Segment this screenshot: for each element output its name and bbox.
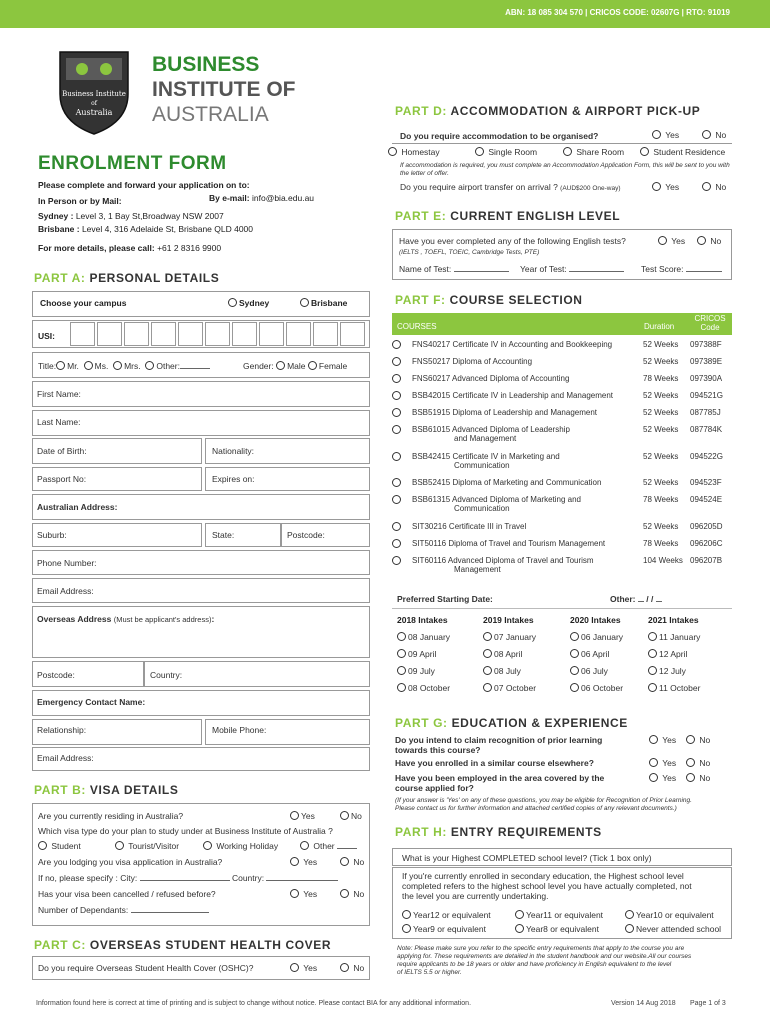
visa-q6: Number of Dependants: bbox=[38, 905, 209, 915]
intake-year: 2020 Intakes bbox=[570, 615, 621, 625]
campus-sydney[interactable]: Sydney bbox=[228, 298, 269, 308]
oshc-question: Do you require Overseas Student Health Cover (OSHC)? bbox=[38, 963, 254, 973]
course-code: 097389E bbox=[690, 357, 723, 366]
radio-icon[interactable] bbox=[115, 841, 124, 850]
radio-icon[interactable] bbox=[392, 539, 401, 548]
opt-never[interactable]: Never attended school bbox=[625, 924, 721, 934]
radio-icon[interactable] bbox=[388, 147, 397, 156]
entry-note: Note: Please make sure you refer to the specific entry requirements that apply to the course you are applying for. These requirements are detailed in the student handbook and our website.All our courses require applicants to be 18 years or older and have proficiency in English equivalent to the level of IELTS 5.5 or higher. bbox=[397, 945, 692, 976]
intake-option[interactable]: 08 July bbox=[483, 666, 521, 676]
part-b-heading: PART B: VISA DETAILS bbox=[34, 783, 179, 797]
start-date-other[interactable]: Other: / / bbox=[610, 594, 662, 604]
accommodation-question: Do you require accommodation to be organised? bbox=[400, 131, 599, 141]
footer-version: Version 14 Aug 2018 bbox=[611, 1000, 676, 1007]
radio-icon[interactable] bbox=[649, 773, 658, 782]
intake-option[interactable]: 06 April bbox=[570, 649, 609, 659]
course-code: 097390A bbox=[690, 374, 723, 383]
visa-q1-yes[interactable]: Yes bbox=[290, 811, 315, 821]
radio-icon[interactable] bbox=[300, 841, 309, 850]
brisbane-address: Brisbane : Level 4, 316 Adelaide St, Brisbane QLD 4000 bbox=[38, 224, 254, 234]
course-code: 087785J bbox=[690, 408, 721, 417]
radio-icon[interactable] bbox=[340, 889, 349, 898]
divider bbox=[392, 143, 732, 144]
radio-icon[interactable] bbox=[640, 147, 649, 156]
overseas-address-label: Overseas Address (Must be applicant's address): bbox=[37, 614, 215, 624]
intake-year: 2018 Intakes bbox=[397, 615, 448, 625]
contact-phone: For more details, please call: +61 2 8316 9900 bbox=[38, 243, 222, 253]
course-name: BSB61015 Advanced Diploma of Leadership and Management bbox=[412, 425, 570, 443]
radio-icon[interactable] bbox=[658, 236, 667, 245]
crest-line2: of bbox=[91, 100, 97, 107]
campus-brisbane[interactable]: Brisbane bbox=[300, 298, 347, 308]
first-name-label: First Name: bbox=[37, 389, 81, 399]
radio-icon[interactable] bbox=[649, 758, 658, 767]
course-code: 096205D bbox=[690, 522, 723, 531]
part-c-heading: PART C: OVERSEAS STUDENT HEALTH COVER bbox=[34, 938, 332, 952]
visa-q5-yes[interactable]: Yes bbox=[290, 889, 317, 899]
opt-homestay[interactable]: Homestay bbox=[388, 147, 440, 157]
radio-icon[interactable] bbox=[475, 147, 484, 156]
oshc-no[interactable]: No bbox=[340, 963, 364, 973]
usi-cell[interactable] bbox=[340, 322, 365, 346]
course-name: FNS60217 Advanced Diploma of Accounting bbox=[412, 374, 570, 383]
radio-icon[interactable] bbox=[648, 632, 657, 641]
intake-option[interactable]: 12 April bbox=[648, 649, 687, 659]
visa-q5-no[interactable]: No bbox=[340, 889, 364, 899]
course-name: BSB42415 Certificate IV in Marketing and Communication bbox=[412, 452, 560, 470]
phone-label: Phone Number: bbox=[37, 558, 97, 568]
emergency-label: Emergency Contact Name: bbox=[37, 697, 146, 707]
relationship-label: Relationship: bbox=[37, 725, 87, 735]
radio-icon[interactable] bbox=[625, 924, 634, 933]
opt-year9[interactable]: Year9 or equivalent bbox=[402, 924, 486, 934]
radio-icon[interactable] bbox=[38, 841, 47, 850]
radio-icon[interactable] bbox=[392, 374, 401, 383]
course-duration: 78 Weeks bbox=[643, 539, 679, 548]
course-row[interactable] bbox=[392, 425, 732, 445]
course-code: 097388F bbox=[690, 340, 722, 349]
visa-q3-yes[interactable]: Yes bbox=[290, 857, 317, 867]
radio-icon[interactable] bbox=[397, 632, 406, 641]
opt-year8[interactable]: Year8 or equivalent bbox=[515, 924, 599, 934]
employment-question: Have you been employed in the area covered by the course applied for? bbox=[395, 773, 605, 793]
start-date-label: Preferred Starting Date: bbox=[397, 594, 493, 604]
course-duration: 104 Weeks bbox=[643, 556, 683, 565]
radio-icon[interactable] bbox=[290, 889, 299, 898]
intake-option[interactable]: 06 July bbox=[570, 666, 608, 676]
accommodation-note: If accommodation is required, you must complete an Accommodation Application Form, this will be sent to you with the letter of offer. bbox=[400, 162, 730, 177]
page-title: ENROLMENT FORM bbox=[38, 153, 227, 174]
radio-icon[interactable] bbox=[625, 910, 634, 919]
course-row[interactable] bbox=[392, 495, 732, 515]
school-level-explainer: If you're currently enrolled in secondary education, the Highest school level completed refers to the highest school level you have actually completed, not the level you are currently undertaking. bbox=[402, 871, 692, 901]
similar-yes[interactable]: Yes bbox=[649, 758, 676, 768]
course-duration: 52 Weeks bbox=[643, 452, 679, 461]
radio-icon[interactable] bbox=[228, 298, 237, 307]
course-table-header bbox=[392, 313, 732, 335]
radio-icon[interactable] bbox=[397, 666, 406, 675]
radio-icon[interactable] bbox=[340, 963, 349, 972]
mail-label: In Person or by Mail: bbox=[38, 196, 122, 206]
opt-year12[interactable]: Year12 or equivalent bbox=[402, 910, 491, 920]
radio-icon[interactable] bbox=[392, 556, 401, 565]
employment-no[interactable]: No bbox=[686, 773, 710, 783]
state-label: State: bbox=[212, 530, 235, 540]
radio-icon[interactable] bbox=[392, 478, 401, 487]
radio-icon[interactable] bbox=[652, 130, 661, 139]
instruction: Please complete and forward your application on to: bbox=[38, 180, 250, 190]
brand-line3: AUSTRALIA bbox=[152, 103, 269, 126]
radio-icon[interactable] bbox=[697, 236, 706, 245]
part-d-heading: PART D: ACCOMMODATION & AIRPORT PICK-UP bbox=[395, 104, 701, 118]
radio-icon[interactable] bbox=[649, 735, 658, 744]
radio-icon[interactable] bbox=[113, 361, 122, 370]
part-a-heading: PART A: PERSONAL DETAILS bbox=[34, 271, 220, 285]
intake-option[interactable]: 11 October bbox=[648, 683, 700, 693]
title-options: Title: Mr. Ms. Mrs. Other: bbox=[38, 361, 210, 371]
test-year-field[interactable]: Year of Test: bbox=[520, 264, 624, 274]
test-name-field[interactable]: Name of Test: bbox=[399, 264, 509, 274]
radio-icon[interactable] bbox=[392, 408, 401, 417]
school-level-question: What is your Highest COMPLETED school level? (Tick 1 box only) bbox=[402, 853, 652, 863]
expires-label: Expires on: bbox=[212, 474, 255, 484]
crest-logo bbox=[52, 44, 136, 136]
divider bbox=[392, 608, 732, 609]
course-name: SIT60116 Advanced Diploma of Travel and Tourism Management bbox=[412, 556, 594, 574]
part-h-heading: PART H: ENTRY REQUIREMENTS bbox=[395, 825, 602, 839]
usi-cell[interactable] bbox=[313, 322, 338, 346]
intake-year: 2021 Intakes bbox=[648, 615, 699, 625]
visa-q2: Which visa type do your plan to study under at Business Institute of Australia ? bbox=[38, 826, 333, 836]
brand-wordmark bbox=[152, 52, 296, 127]
intake-option[interactable]: 06 October bbox=[570, 683, 623, 693]
part-g-heading: PART G: EDUCATION & EXPERIENCE bbox=[395, 716, 628, 730]
radio-icon[interactable] bbox=[392, 522, 401, 531]
radio-icon[interactable] bbox=[570, 666, 579, 675]
radio-icon[interactable] bbox=[56, 361, 65, 370]
radio-icon[interactable] bbox=[483, 649, 492, 658]
intake-option[interactable]: 12 July bbox=[648, 666, 686, 676]
course-name: SIT30216 Certificate III in Travel bbox=[412, 522, 527, 531]
radio-icon[interactable] bbox=[392, 425, 401, 434]
campus-label: Choose your campus bbox=[40, 298, 127, 308]
course-name: BSB42015 Certificate IV in Leadership and Management bbox=[412, 391, 614, 400]
visa-type-tourist[interactable]: Tourist/Visitor bbox=[115, 841, 179, 851]
radio-icon[interactable] bbox=[203, 841, 212, 850]
crest-line1: Business Institute bbox=[62, 90, 126, 98]
course-code: 094522G bbox=[690, 452, 723, 461]
oshc-yes[interactable]: Yes bbox=[290, 963, 317, 973]
radio-icon[interactable] bbox=[648, 683, 657, 692]
course-code: 094521G bbox=[690, 391, 723, 400]
visa-q5: Has your visa been cancelled / refused before? bbox=[38, 889, 216, 899]
brand-line2: INSTITUTE OF bbox=[152, 78, 296, 101]
radio-icon[interactable] bbox=[563, 147, 572, 156]
rpl-note: (If your answer is 'Yes' on any of these questions, you may be eligible for Recognition of Prior Learning. Please contact us for further information and attached certified copies of any relevant documents.) bbox=[395, 797, 692, 812]
first-name-field[interactable] bbox=[32, 381, 370, 407]
au-address-label: Australian Address: bbox=[37, 502, 118, 512]
rpl-no[interactable]: No bbox=[686, 735, 710, 745]
usi-cell[interactable] bbox=[151, 322, 176, 346]
course-name: FNS40217 Certificate IV in Accounting and Bookkeeping bbox=[412, 340, 613, 349]
part-e-heading: PART E: CURRENT ENGLISH LEVEL bbox=[395, 209, 621, 223]
radio-icon[interactable] bbox=[648, 649, 657, 658]
test-score-field[interactable]: Test Score: bbox=[641, 264, 722, 274]
dob-label: Date of Birth: bbox=[37, 446, 87, 456]
radio-icon[interactable] bbox=[392, 495, 401, 504]
similar-course-question: Have you enrolled in a similar course elsewhere? bbox=[395, 758, 594, 768]
usi-cell[interactable] bbox=[232, 322, 257, 346]
radio-icon[interactable] bbox=[290, 857, 299, 866]
course-code: 096207B bbox=[690, 556, 723, 565]
course-name: SIT50116 Diploma of Travel and Tourism Management bbox=[412, 539, 606, 548]
visa-q3-no[interactable]: No bbox=[340, 857, 364, 867]
intake-option[interactable]: 09 July bbox=[397, 666, 435, 676]
course-name: BSB52415 Diploma of Marketing and Communication bbox=[412, 478, 602, 487]
rpl-question: Do you intend to claim recognition of prior learning towards this course? bbox=[395, 735, 603, 755]
last-name-field[interactable] bbox=[32, 410, 370, 436]
radio-icon[interactable] bbox=[397, 683, 406, 692]
course-duration: 78 Weeks bbox=[643, 495, 679, 504]
radio-icon[interactable] bbox=[392, 391, 401, 400]
course-duration: 52 Weeks bbox=[643, 522, 679, 531]
radio-icon[interactable] bbox=[570, 683, 579, 692]
rpl-yes[interactable]: Yes bbox=[649, 735, 676, 745]
course-name: BSB61315 Advanced Diploma of Marketing and Communication bbox=[412, 495, 581, 513]
footer-disclaimer: Information found here is correct at time of printing and is subject to change without notice. Please contact BIA for any additional information. bbox=[36, 1000, 472, 1007]
radio-icon[interactable] bbox=[648, 666, 657, 675]
radio-icon[interactable] bbox=[84, 361, 93, 370]
accommodation-no[interactable]: No bbox=[702, 130, 726, 140]
course-name: FNS50217 Diploma of Accounting bbox=[412, 357, 533, 366]
course-duration: 52 Weeks bbox=[643, 391, 679, 400]
courses-col: COURSES bbox=[397, 322, 437, 331]
intake-option[interactable]: 08 April bbox=[483, 649, 522, 659]
usi-cell[interactable] bbox=[178, 322, 203, 346]
radio-icon[interactable] bbox=[340, 811, 349, 820]
country-label: Country: bbox=[150, 670, 183, 680]
radio-icon[interactable] bbox=[652, 182, 661, 191]
intake-option[interactable]: 11 January bbox=[648, 632, 700, 642]
usi-cell[interactable] bbox=[70, 322, 95, 346]
radio-icon[interactable] bbox=[702, 130, 711, 139]
visa-type-student[interactable]: Student bbox=[38, 841, 81, 851]
radio-icon[interactable] bbox=[290, 963, 299, 972]
email-label: Email Address: bbox=[37, 586, 94, 596]
intake-option[interactable]: 06 January bbox=[570, 632, 623, 642]
opt-residence[interactable]: Student Residence bbox=[640, 147, 725, 157]
airport-yes[interactable]: Yes bbox=[652, 182, 679, 192]
postcode-label: Postcode: bbox=[287, 530, 325, 540]
intake-year: 2019 Intakes bbox=[483, 615, 534, 625]
radio-icon[interactable] bbox=[686, 758, 695, 767]
usi-cell[interactable] bbox=[205, 322, 230, 346]
radio-icon[interactable] bbox=[483, 683, 492, 692]
accommodation-yes[interactable]: Yes bbox=[652, 130, 679, 140]
english-yes[interactable]: Yes bbox=[658, 236, 685, 246]
intake-option[interactable]: 08 January bbox=[397, 632, 450, 642]
visa-type-working[interactable]: Working Holiday bbox=[203, 841, 278, 851]
course-duration: 52 Weeks bbox=[643, 340, 679, 349]
mobile-label: Mobile Phone: bbox=[212, 725, 267, 735]
course-duration: 52 Weeks bbox=[643, 478, 679, 487]
english-question: Have you ever completed any of the following English tests? bbox=[399, 236, 626, 246]
usi-cell[interactable] bbox=[97, 322, 122, 346]
radio-icon[interactable] bbox=[686, 773, 695, 782]
usi-cell[interactable] bbox=[124, 322, 149, 346]
sydney-address: Sydney : Level 3, 1 Bay St,Broadway NSW 2007 bbox=[38, 211, 224, 221]
emergency-email-label: Email Address: bbox=[37, 753, 94, 763]
course-duration: 52 Weeks bbox=[643, 357, 679, 366]
passport-label: Passport No: bbox=[37, 474, 87, 484]
course-duration: 52 Weeks bbox=[643, 425, 679, 434]
usi-cell[interactable] bbox=[259, 322, 284, 346]
opt-year10[interactable]: Year10 or equivalent bbox=[625, 910, 714, 920]
airport-no[interactable]: No bbox=[702, 182, 726, 192]
radio-icon[interactable] bbox=[397, 649, 406, 658]
duration-col: Duration bbox=[644, 322, 675, 331]
course-name: BSB51915 Diploma of Leadership and Management bbox=[412, 408, 598, 417]
radio-icon[interactable] bbox=[483, 666, 492, 675]
course-row[interactable] bbox=[392, 452, 732, 472]
airport-question: Do you require airport transfer on arrival ? (AUD$200 One-way) bbox=[400, 182, 621, 192]
radio-icon[interactable] bbox=[308, 361, 317, 370]
intake-option[interactable]: 09 April bbox=[397, 649, 436, 659]
radio-icon[interactable] bbox=[340, 857, 349, 866]
cricos-col: CRICOS Code bbox=[694, 314, 726, 332]
part-f-heading: PART F: COURSE SELECTION bbox=[395, 293, 583, 307]
course-code: 094524E bbox=[690, 495, 723, 504]
course-row[interactable] bbox=[392, 556, 732, 576]
visa-q3: Are you lodging you visa application in Australia? bbox=[38, 857, 223, 867]
radio-icon[interactable] bbox=[300, 298, 309, 307]
intake-option[interactable]: 07 October bbox=[483, 683, 536, 693]
radio-icon[interactable] bbox=[290, 811, 299, 820]
intake-option[interactable]: 07 January bbox=[483, 632, 536, 642]
visa-q1-no[interactable]: No bbox=[340, 811, 362, 821]
radio-icon[interactable] bbox=[483, 632, 492, 641]
visa-type-other[interactable]: Other bbox=[300, 841, 357, 851]
radio-icon[interactable] bbox=[702, 182, 711, 191]
radio-icon[interactable] bbox=[402, 924, 411, 933]
radio-icon[interactable] bbox=[515, 924, 524, 933]
radio-icon[interactable] bbox=[392, 452, 401, 461]
radio-icon[interactable] bbox=[570, 649, 579, 658]
overseas-postcode-label: Postcode: bbox=[37, 670, 75, 680]
english-no[interactable]: No bbox=[697, 236, 721, 246]
usi-label: USI: bbox=[38, 331, 55, 341]
radio-icon[interactable] bbox=[570, 632, 579, 641]
employment-yes[interactable]: Yes bbox=[649, 773, 676, 783]
usi-cell[interactable] bbox=[286, 322, 311, 346]
last-name-label: Last Name: bbox=[37, 417, 81, 427]
visa-q1: Are you currently residing in Australia? bbox=[38, 811, 184, 821]
footer-page: Page 1 of 3 bbox=[690, 1000, 726, 1007]
opt-year11[interactable]: Year11 or equivalent bbox=[515, 910, 603, 920]
similar-no[interactable]: No bbox=[686, 758, 710, 768]
crest-line3: Australia bbox=[75, 108, 113, 117]
radio-icon[interactable] bbox=[145, 361, 154, 370]
radio-icon[interactable] bbox=[392, 357, 401, 366]
suburb-label: Suburb: bbox=[37, 530, 67, 540]
course-duration: 78 Weeks bbox=[643, 374, 679, 383]
radio-icon[interactable] bbox=[392, 340, 401, 349]
radio-icon[interactable] bbox=[515, 910, 524, 919]
nationality-label: Nationality: bbox=[212, 446, 255, 456]
registration-info: ABN: 18 085 304 570 | CRICOS CODE: 02607G | RTO: 91019 bbox=[505, 8, 730, 17]
intake-option[interactable]: 08 October bbox=[397, 683, 450, 693]
opt-share[interactable]: Share Room bbox=[563, 147, 624, 157]
course-code: 094523F bbox=[690, 478, 722, 487]
radio-icon[interactable] bbox=[402, 910, 411, 919]
radio-icon[interactable] bbox=[276, 361, 285, 370]
course-code: 096206C bbox=[690, 539, 723, 548]
opt-single[interactable]: Single Room bbox=[475, 147, 537, 157]
gender-options: Gender: Male Female bbox=[243, 361, 348, 371]
course-duration: 52 Weeks bbox=[643, 408, 679, 417]
visa-q4: If no, please specify : City: Country: bbox=[38, 873, 338, 883]
radio-icon[interactable] bbox=[686, 735, 695, 744]
course-code: 087784K bbox=[690, 425, 723, 434]
brand-line1: BUSINESS bbox=[152, 53, 260, 76]
english-tests: (IELTS , TOEFL, TOEIC, Cambridge Tests, PTE) bbox=[399, 249, 540, 256]
email-contact: By e-mail: info@bia.edu.au bbox=[209, 193, 315, 203]
